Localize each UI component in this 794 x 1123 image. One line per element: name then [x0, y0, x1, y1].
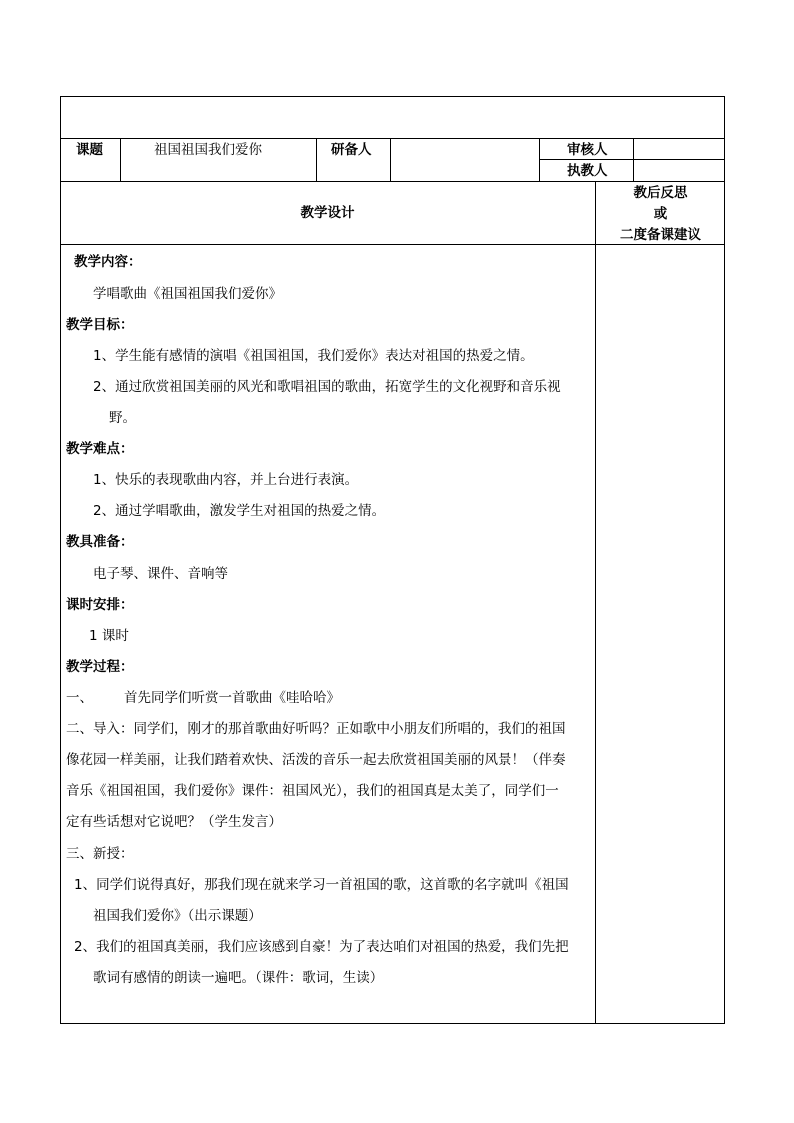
tools-text: 电子琴、课件、音响等 — [93, 566, 228, 582]
step-2-line-3: 音乐《祖国祖国，我们爱你》课件：祖国风光），我们的祖国真是太美了，同学们一 — [66, 783, 559, 799]
content-text: 学唱歌曲《祖国祖国我们爱你》 — [93, 286, 282, 302]
row-divider-design — [60, 244, 725, 245]
goal-2-line-1: 2、通过欣赏祖国美丽的风光和歌唱祖国的歌曲，拓宽学生的文化视野和音乐视 — [93, 379, 561, 395]
row-divider-header-bottom — [60, 181, 725, 182]
goal-1: 1、学生能有感情的演唱《祖国祖国，我们爱你》表达对祖国的热爱之情。 — [93, 348, 534, 364]
row-divider-top — [60, 138, 725, 139]
difficulty-1: 1、快乐的表现歌曲内容，并上台进行表演。 — [93, 472, 359, 488]
process-title: 教学过程： — [66, 659, 134, 675]
tools-title: 教具准备： — [66, 534, 134, 550]
step-2-line-4: 定有些话想对它说吧？（学生发言） — [66, 814, 282, 830]
preparer-label: 研备人 — [331, 142, 372, 158]
topic-value: 祖国祖国我们爱你 — [154, 142, 262, 158]
row-divider-reviewer — [539, 159, 725, 160]
topic-label: 课题 — [76, 142, 103, 158]
new-2-line-1: 2、我们的祖国真美丽，我们应该感到自豪！为了表达咱们对祖国的热爱，我们先把 — [74, 939, 569, 955]
col-divider-5 — [633, 138, 634, 181]
content-title: 教学内容： — [74, 254, 142, 270]
step-3-title: 三、新授： — [66, 846, 134, 862]
reviewer-label: 审核人 — [567, 142, 608, 158]
step-1-number: 一、 — [66, 690, 93, 706]
reflection-line-3: 二度备课建议 — [620, 227, 701, 243]
col-divider-3 — [390, 138, 391, 181]
step-2-line-1: 二、导入：同学们，刚才的那首歌曲好听吗？正如歌中小朋友们所唱的，我们的祖国 — [66, 721, 566, 737]
difficulty-2: 2、通过学唱歌曲，激发学生对祖国的热爱之情。 — [93, 503, 386, 519]
schedule-text: 1 课时 — [89, 628, 129, 644]
step-1-text: 首先同学们听赏一首歌曲《哇哈哈》 — [124, 690, 340, 706]
reflection-line-1: 教后反思 — [633, 185, 688, 201]
goals-title: 教学目标： — [66, 317, 134, 333]
schedule-title: 课时安排： — [66, 597, 134, 613]
goal-2-line-2: 野。 — [109, 410, 136, 426]
col-divider-reflection — [595, 181, 596, 1024]
new-1-line-1: 1、同学们说得真好，那我们现在就来学习一首祖国的歌，这首歌的名字就叫《祖国 — [74, 877, 569, 893]
step-2-line-2: 像花园一样美丽，让我们踏着欢快、活泼的音乐一起去欣赏祖国美丽的风景！（伴奏 — [66, 752, 566, 768]
difficulty-title: 教学难点： — [66, 441, 134, 457]
col-divider-4 — [539, 138, 540, 181]
new-1-line-2: 祖国我们爱你》（出示课题） — [93, 908, 262, 924]
new-2-line-2: 歌词有感情的朗读一遍吧。（课件：歌词，生读） — [93, 970, 384, 986]
col-divider-1 — [120, 138, 121, 181]
teacher-label: 执教人 — [567, 163, 608, 179]
reflection-line-2: 或 — [653, 206, 668, 222]
design-heading: 教学设计 — [300, 205, 355, 221]
col-divider-2 — [316, 138, 317, 181]
